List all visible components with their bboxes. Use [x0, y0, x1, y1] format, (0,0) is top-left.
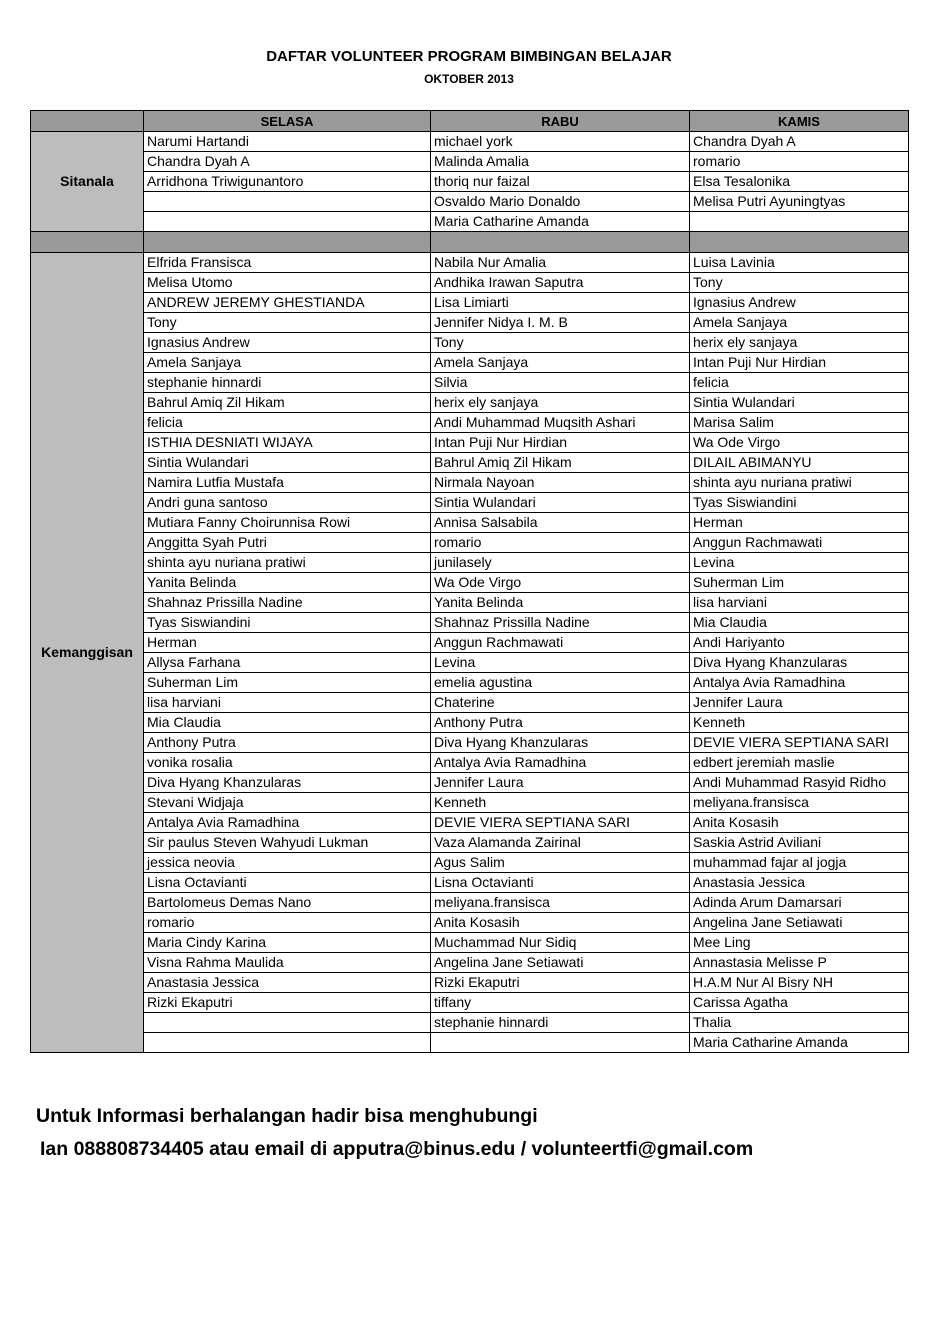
volunteer-cell: H.A.M Nur Al Bisry NH	[690, 973, 909, 993]
volunteer-cell: thoriq nur faizal	[431, 172, 690, 192]
table-row	[31, 553, 909, 573]
volunteer-cell: Kenneth	[690, 713, 909, 733]
volunteer-cell: Thalia	[690, 1013, 909, 1033]
section-separator	[31, 232, 909, 253]
volunteer-cell: ISTHIA DESNIATI WIJAYA	[144, 433, 431, 453]
volunteer-cell: Nabila Nur Amalia	[431, 253, 690, 273]
volunteer-cell: Jennifer Laura	[690, 693, 909, 713]
volunteer-cell: Amela Sanjaya	[431, 353, 690, 373]
volunteer-cell: Suherman Lim	[690, 573, 909, 593]
table-row	[31, 813, 909, 833]
volunteer-cell: Jennifer Nidya I. M. B	[431, 313, 690, 333]
volunteer-cell: Arridhona Triwigunantoro	[144, 172, 431, 192]
volunteer-cell: Lisa Limiarti	[431, 293, 690, 313]
volunteer-cell: Anthony Putra	[431, 713, 690, 733]
volunteer-cell	[144, 1013, 431, 1033]
volunteer-cell: Shahnaz Prissilla Nadine	[144, 593, 431, 613]
volunteer-cell: meliyana.fransisca	[431, 893, 690, 913]
volunteer-cell: herix ely sanjaya	[690, 333, 909, 353]
volunteer-cell: Mutiara Fanny Choirunnisa Rowi	[144, 513, 431, 533]
volunteer-cell: Stevani Widjaja	[144, 793, 431, 813]
table-row	[31, 333, 909, 353]
volunteer-cell: tiffany	[431, 993, 690, 1013]
volunteer-cell: Chaterine	[431, 693, 690, 713]
volunteer-cell: Andri guna santoso	[144, 493, 431, 513]
volunteer-cell: meliyana.fransisca	[690, 793, 909, 813]
table-row	[31, 293, 909, 313]
volunteer-cell: herix ely sanjaya	[431, 393, 690, 413]
volunteer-cell	[144, 1033, 431, 1053]
volunteer-cell: shinta ayu nuriana pratiwi	[144, 553, 431, 573]
volunteer-cell: ANDREW JEREMY GHESTIANDA	[144, 293, 431, 313]
volunteer-cell: Osvaldo Mario Donaldo	[431, 192, 690, 212]
volunteer-cell: edbert jeremiah maslie	[690, 753, 909, 773]
volunteer-cell: Melisa Putri Ayuningtyas	[690, 192, 909, 212]
volunteer-cell: Vaza Alamanda Zairinal	[431, 833, 690, 853]
location-cell: Kemanggisan	[31, 253, 144, 1053]
volunteer-cell: Diva Hyang Khanzularas	[144, 773, 431, 793]
volunteer-cell: Maria Cindy Karina	[144, 933, 431, 953]
volunteer-cell: Anastasia Jessica	[690, 873, 909, 893]
table-row	[31, 753, 909, 773]
table-row	[31, 473, 909, 493]
table-row	[31, 533, 909, 553]
volunteer-cell: Andi Hariyanto	[690, 633, 909, 653]
table-row	[31, 493, 909, 513]
column-header: RABU	[431, 111, 690, 132]
volunteer-cell: Antalya Avia Ramadhina	[431, 753, 690, 773]
table-row	[31, 913, 909, 933]
volunteer-cell: Ignasius Andrew	[144, 333, 431, 353]
table-row	[31, 393, 909, 413]
volunteer-cell: Ignasius Andrew	[690, 293, 909, 313]
volunteer-cell: Anggitta Syah Putri	[144, 533, 431, 553]
volunteer-cell: Bahrul Amiq Zil Hikam	[144, 393, 431, 413]
volunteer-cell: Shahnaz Prissilla Nadine	[431, 613, 690, 633]
volunteer-cell: Anita Kosasih	[690, 813, 909, 833]
table-row	[31, 973, 909, 993]
volunteer-cell: lisa harviani	[690, 593, 909, 613]
table-row	[31, 793, 909, 813]
table-row	[31, 933, 909, 953]
volunteer-cell: emelia agustina	[431, 673, 690, 693]
volunteer-cell: Saskia Astrid Aviliani	[690, 833, 909, 853]
volunteer-cell: Wa Ode Virgo	[690, 433, 909, 453]
table-row	[31, 893, 909, 913]
volunteer-cell: Anggun Rachmawati	[431, 633, 690, 653]
volunteer-cell: Wa Ode Virgo	[431, 573, 690, 593]
volunteer-cell: Jennifer Laura	[431, 773, 690, 793]
volunteer-cell: Visna Rahma Maulida	[144, 953, 431, 973]
volunteer-cell	[144, 192, 431, 212]
volunteer-cell: Angelina Jane Setiawati	[431, 953, 690, 973]
table-row	[31, 733, 909, 753]
volunteer-cell: Tony	[690, 273, 909, 293]
volunteer-cell: Tony	[431, 333, 690, 353]
table-row	[31, 953, 909, 973]
volunteer-cell: jessica neovia	[144, 853, 431, 873]
table-row	[31, 673, 909, 693]
table-row	[31, 172, 909, 192]
volunteer-cell: Amela Sanjaya	[690, 313, 909, 333]
volunteer-cell: Tony	[144, 313, 431, 333]
volunteer-cell: romario	[144, 913, 431, 933]
volunteer-cell: Marisa Salim	[690, 413, 909, 433]
table-row	[31, 132, 909, 152]
volunteer-cell: Anastasia Jessica	[144, 973, 431, 993]
volunteer-cell: Diva Hyang Khanzularas	[431, 733, 690, 753]
table-row	[31, 373, 909, 393]
volunteer-cell: Lisna Octavianti	[144, 873, 431, 893]
footer-info-line: Untuk Informasi berhalangan hadir bisa menghubungi	[36, 1105, 538, 1127]
volunteer-cell: michael york	[431, 132, 690, 152]
table-row	[31, 192, 909, 212]
volunteer-cell: Suherman Lim	[144, 673, 431, 693]
volunteer-cell	[690, 212, 909, 232]
volunteer-cell: Diva Hyang Khanzularas	[690, 653, 909, 673]
volunteer-cell: Rizki Ekaputri	[144, 993, 431, 1013]
table-header-row	[31, 111, 909, 132]
volunteer-cell: vonika rosalia	[144, 753, 431, 773]
volunteer-cell: Maria Catharine Amanda	[431, 212, 690, 232]
volunteer-cell: Bahrul Amiq Zil Hikam	[431, 453, 690, 473]
volunteer-cell: Carissa Agatha	[690, 993, 909, 1013]
volunteer-cell: Silvia	[431, 373, 690, 393]
footer-contact-line: Ian 088808734405 atau email di apputra@binus.edu / volunteertfi@gmail.com	[40, 1138, 754, 1160]
volunteer-table	[30, 110, 909, 1053]
volunteer-cell: DEVIE VIERA SEPTIANA SARI	[431, 813, 690, 833]
header-blank	[31, 111, 144, 132]
volunteer-cell: Melisa Utomo	[144, 273, 431, 293]
table-row	[31, 433, 909, 453]
volunteer-cell: DEVIE VIERA SEPTIANA SARI	[690, 733, 909, 753]
location-cell: Sitanala	[31, 132, 144, 232]
table-row	[31, 713, 909, 733]
volunteer-cell: Intan Puji Nur Hirdian	[431, 433, 690, 453]
table-row	[31, 633, 909, 653]
volunteer-cell: Namira Lutfia Mustafa	[144, 473, 431, 493]
table-row	[31, 853, 909, 873]
volunteer-cell: felicia	[690, 373, 909, 393]
separator-cell	[144, 232, 431, 253]
table-row	[31, 653, 909, 673]
volunteer-cell: Narumi Hartandi	[144, 132, 431, 152]
document-subtitle: OKTOBER 2013	[424, 72, 514, 86]
table-row	[31, 513, 909, 533]
table-row	[31, 993, 909, 1013]
table-row	[31, 413, 909, 433]
volunteer-cell: Anita Kosasih	[431, 913, 690, 933]
volunteer-cell: Tyas Siswiandini	[690, 493, 909, 513]
volunteer-cell: Yanita Belinda	[431, 593, 690, 613]
volunteer-cell: Levina	[431, 653, 690, 673]
volunteer-cell: Herman	[690, 513, 909, 533]
document-title: DAFTAR VOLUNTEER PROGRAM BIMBINGAN BELAJAR	[266, 48, 672, 65]
volunteer-cell: Elfrida Fransisca	[144, 253, 431, 273]
table-row	[31, 1033, 909, 1053]
volunteer-cell: Angelina Jane Setiawati	[690, 913, 909, 933]
volunteer-cell: romario	[431, 533, 690, 553]
column-header: KAMIS	[690, 111, 909, 132]
volunteer-cell: felicia	[144, 413, 431, 433]
table-row	[31, 1013, 909, 1033]
volunteer-cell: DILAIL ABIMANYU	[690, 453, 909, 473]
volunteer-cell: Chandra Dyah A	[144, 152, 431, 172]
volunteer-cell: junilasely	[431, 553, 690, 573]
table-row	[31, 833, 909, 853]
volunteer-cell: Mia Claudia	[144, 713, 431, 733]
volunteer-cell: stephanie hinnardi	[144, 373, 431, 393]
volunteer-cell: Levina	[690, 553, 909, 573]
table-row	[31, 873, 909, 893]
volunteer-cell: Nirmala Nayoan	[431, 473, 690, 493]
table-row	[31, 273, 909, 293]
volunteer-cell	[431, 1033, 690, 1053]
volunteer-cell: Adinda Arum Damarsari	[690, 893, 909, 913]
volunteer-cell: Andhika Irawan Saputra	[431, 273, 690, 293]
volunteer-cell: shinta ayu nuriana pratiwi	[690, 473, 909, 493]
volunteer-cell: Antalya Avia Ramadhina	[690, 673, 909, 693]
volunteer-cell: Yanita Belinda	[144, 573, 431, 593]
volunteer-cell: Mee Ling	[690, 933, 909, 953]
volunteer-cell: Tyas Siswiandini	[144, 613, 431, 633]
volunteer-cell: Elsa Tesalonika	[690, 172, 909, 192]
volunteer-cell: Sintia Wulandari	[690, 393, 909, 413]
separator-cell	[431, 232, 690, 253]
volunteer-cell: Maria Catharine Amanda	[690, 1033, 909, 1053]
volunteer-cell: Sir paulus Steven Wahyudi Lukman	[144, 833, 431, 853]
table-row	[31, 253, 909, 273]
volunteer-cell: Antalya Avia Ramadhina	[144, 813, 431, 833]
volunteer-cell: Anggun Rachmawati	[690, 533, 909, 553]
volunteer-cell: Mia Claudia	[690, 613, 909, 633]
volunteer-cell: Andi Muhammad Rasyid Ridho	[690, 773, 909, 793]
table-row	[31, 613, 909, 633]
volunteer-cell: Chandra Dyah A	[690, 132, 909, 152]
separator-cell	[690, 232, 909, 253]
volunteer-cell: Anthony Putra	[144, 733, 431, 753]
volunteer-cell: Intan Puji Nur Hirdian	[690, 353, 909, 373]
volunteer-cell	[144, 212, 431, 232]
table-row	[31, 573, 909, 593]
volunteer-cell: Sintia Wulandari	[431, 493, 690, 513]
volunteer-cell: muhammad fajar al jogja	[690, 853, 909, 873]
volunteer-cell: stephanie hinnardi	[431, 1013, 690, 1033]
table-row	[31, 313, 909, 333]
table-row	[31, 152, 909, 172]
table-row	[31, 453, 909, 473]
volunteer-cell: Andi Muhammad Muqsith Ashari	[431, 413, 690, 433]
volunteer-cell: Amela Sanjaya	[144, 353, 431, 373]
column-header: SELASA	[144, 111, 431, 132]
volunteer-cell: lisa harviani	[144, 693, 431, 713]
volunteer-cell: Rizki Ekaputri	[431, 973, 690, 993]
volunteer-cell: Lisna Octavianti	[431, 873, 690, 893]
volunteer-cell: Allysa Farhana	[144, 653, 431, 673]
volunteer-cell: Malinda Amalia	[431, 152, 690, 172]
volunteer-cell: Agus Salim	[431, 853, 690, 873]
table-row	[31, 353, 909, 373]
table-row	[31, 212, 909, 232]
volunteer-cell: romario	[690, 152, 909, 172]
table-row	[31, 693, 909, 713]
volunteer-cell: Luisa Lavinia	[690, 253, 909, 273]
volunteer-cell: Annisa Salsabila	[431, 513, 690, 533]
volunteer-cell: Muchammad Nur Sidiq	[431, 933, 690, 953]
volunteer-cell: Kenneth	[431, 793, 690, 813]
volunteer-cell: Herman	[144, 633, 431, 653]
table-row	[31, 593, 909, 613]
volunteer-cell: Sintia Wulandari	[144, 453, 431, 473]
volunteer-cell: Annastasia Melisse P	[690, 953, 909, 973]
table-row	[31, 773, 909, 793]
separator-cell	[31, 232, 144, 253]
volunteer-cell: Bartolomeus Demas Nano	[144, 893, 431, 913]
